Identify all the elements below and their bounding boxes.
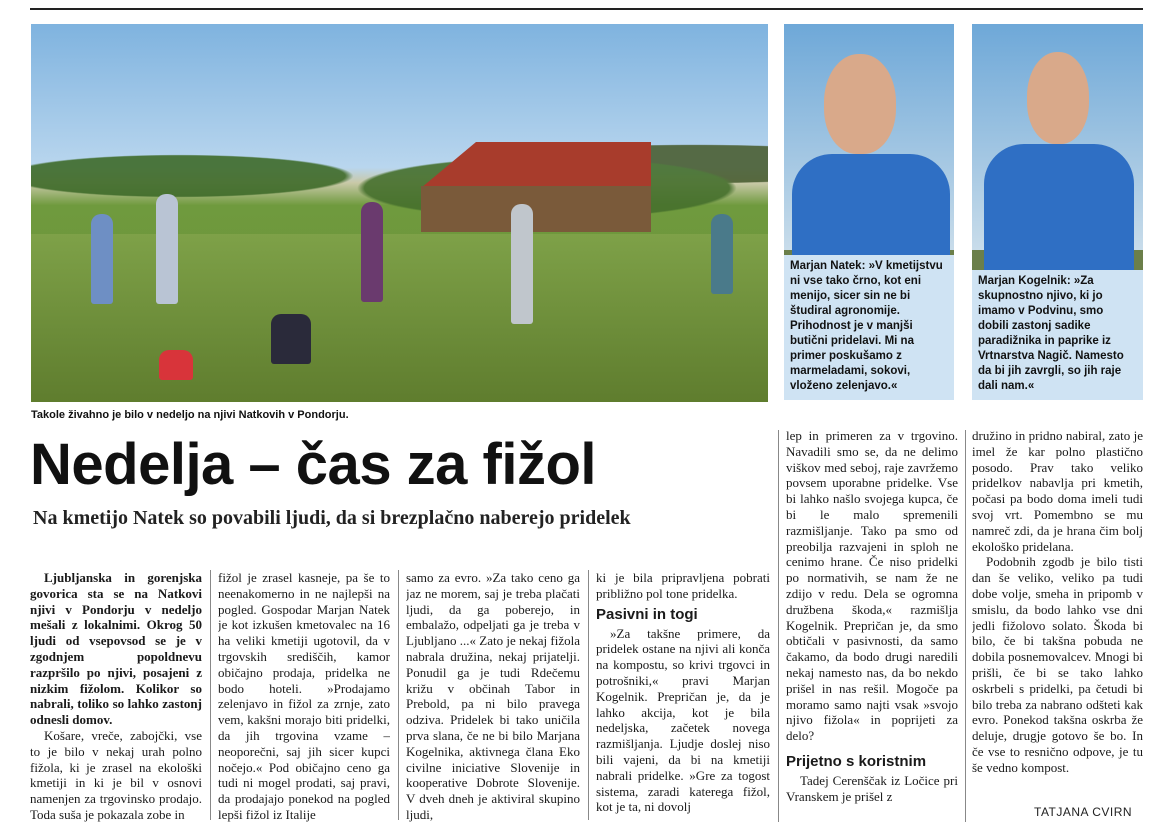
paragraph: Podobnih zgodb je bilo tisti dan še veliko, veliko pa tudi dobe volje, smeha in pripomb v smislu, da bodo lahko vse dni jedli fižolovo solato. Škoda bi bilo, če bi takšna pobuda ne dobila posnemovalcev. Mnogi bi prišli, če bi se tako lahko oskrbeli s pridelki, pa četudi bi bilo treba za nabrano odšteti kak evro. Ponekod takšna oskrba že deluje, drugje gotovo še bo. In če vse to resnično odpove, je tu še vedno kompost. xyxy=(972,554,1143,775)
main-photo xyxy=(31,24,768,402)
headline: Nedelja – čas za fižol xyxy=(30,432,597,497)
column-divider xyxy=(778,430,779,822)
article-column-2 xyxy=(218,570,390,822)
paragraph: družino in pridno nabiral, zato je imel že kar polno plastično posodo. Prav tako veliko pridelkov nabavlja pri kmetih, počasi pa bodo doma imeli tudi svoj vrt. Pomembno se mu namreč zdi, da je hrana čim bolj ekološko pridelana. xyxy=(972,428,1143,554)
article-column-1 xyxy=(30,570,202,822)
paragraph: »Za takšne primere, da pridelek ostane na njivi ali konča na kompostu, so krivi trgovci in potrošniki,« pravi Marjan Kogelnik. Prepričan je, da je lahko akcija, kot je bila nedeljska, začetek novega razmišljanja. Ljudje doslej niso bili vajeni, da bi na kmetiji nabrali pridelke. »Gre za togost sistema, zaradi katerega fižol, kot je ta, ni dovolj xyxy=(596,625,770,815)
column-divider xyxy=(398,570,399,820)
portrait1-caption: Marjan Natek: »V kmetijstvu ni vse tako črno, kot eni menijo, sicer sin ne bi študiral agronomije. Prihodnost je v manjši butični pridelavi. Mi na primer poskušamo z marmeladami, sokovi, vloženo zelenjavo.« xyxy=(784,255,954,400)
paragraph: samo za evro. »Za tako ceno ga jaz ne morem, saj je treba plačati ljudi, da ga poberejo, in embalažo, odpeljati ga je treba v Ljubljano ...« Zato je nekaj fižola nabrala družina, nekaj prijatelji. Ponudil ga je tudi Rdečemu križu v občinah Tabor in Prebold, pa ni bilo pravega odziva. Pridelek bi tako uničila prva slana, če ne bi bilo Marjana Kogelnika, aktivnega člana Eko civilne iniciative Slovenije in kooperative Dobrote Slovenije. V dveh dneh je aktiviral skupino ljudi, xyxy=(406,570,580,822)
article-column-5 xyxy=(786,428,958,822)
column-divider xyxy=(965,430,966,822)
lead-paragraph: Ljubljanska in gorenjska govorica sta se na Natkovi njivi v Pondorju v nedeljo mešali z lokalnimi. Okrog 50 ljudi od vsepovsod se je v zgodnjem popoldnevu razpršilo po njivi, posajeni z nizkim fižolom. Kolikor so nabrali, toliko so lahko zastonj odnesli domov. xyxy=(30,570,202,728)
paragraph: ki je bila pripravljena pobrati približno pol tone pridelka. xyxy=(596,570,770,601)
paragraph: Tadej Cerenščak iz Ločice pri Vranskem je prišel z xyxy=(786,772,958,804)
portrait-marjan-kogelnik xyxy=(972,24,1143,400)
article-column-3 xyxy=(406,570,580,822)
top-rule xyxy=(30,8,1143,10)
portrait-marjan-natek xyxy=(784,24,954,400)
article-column-4 xyxy=(596,570,770,822)
article-column-6 xyxy=(972,428,1143,804)
portrait2-caption: Marjan Kogelnik: »Za skupnostno njivo, ki jo imamo v Podvinu, smo dobili zastonj sadike paradižnika in paprike iz Vrtnarstva Nagič. Namesto da bi jih zavrgli, so jih raje dali nam.« xyxy=(972,270,1143,400)
column-divider xyxy=(210,570,211,820)
section-heading: Prijetno s koristnim xyxy=(786,752,927,770)
photo-caption: Takole živahno je bilo v nedeljo na njivi Natkovih v Pondorju. xyxy=(31,409,349,421)
paragraph: fižol je zrasel kasneje, pa še to neenakomerno in ne najlepši na pogled. Gospodar Marjan Natek je kot izkušen kmetovalec na 16 ha veliki kmetiji ugotovil, da v trgovskih središčih, kamor običajno prodaja, pridelka ne bodo hoteli. »Prodajamo zelenjavo in fižol za zrnje, zato vem, kakšni morajo biti pridelki, da jih trgovina vzame – neoporečni, saj jih sicer kupci nočejo.« Pod običajno ceno ga tudi ni mogel prodati, saj pravi, da prodajajo ponekod na pogled lepši fižol iz Italije xyxy=(218,570,390,822)
byline: TATJANA CVIRN xyxy=(1034,805,1133,819)
paragraph: lep in primeren za v trgovino. Navadili smo se, da ne delimo viškov med seboj, raje zavržemo povsem uporabne pridelke. Vse bi lahko našlo svojega kupca, če bi le malo spremenili razmišljanje. Tako pa smo od preobilja razvajeni in sploh ne cenimo hrane. Če niso pridelki po normativih, se nam že ne zdijo v redu. Dela se ogromna družbena škoda,« razmišlja Kogelnik. Prepričan je, da smo obtičali v pasivnosti, da samo čakamo, da bodo drugi naredili nekaj namesto nas, da bo nekdo prišel in nas rešil. Mogoče pa moramo samo najti vsak »svojo njivo fižola« in poprijeti za delo? xyxy=(786,428,958,744)
paragraph: Košare, vreče, zabojčki, vse to je bilo v nekaj urah polno fižola, ki je zrasel na ekološki kmetiji in ki je bil v osnovi namenjen za trgovinsko prodajo. Toda suša je pokazala zobe in xyxy=(30,727,202,822)
subhead: Na kmetijo Natek so povabili ljudi, da si brezplačno naberejo pridelek xyxy=(33,507,631,529)
column-divider xyxy=(588,570,589,820)
section-heading: Pasivni in togi xyxy=(596,605,698,623)
